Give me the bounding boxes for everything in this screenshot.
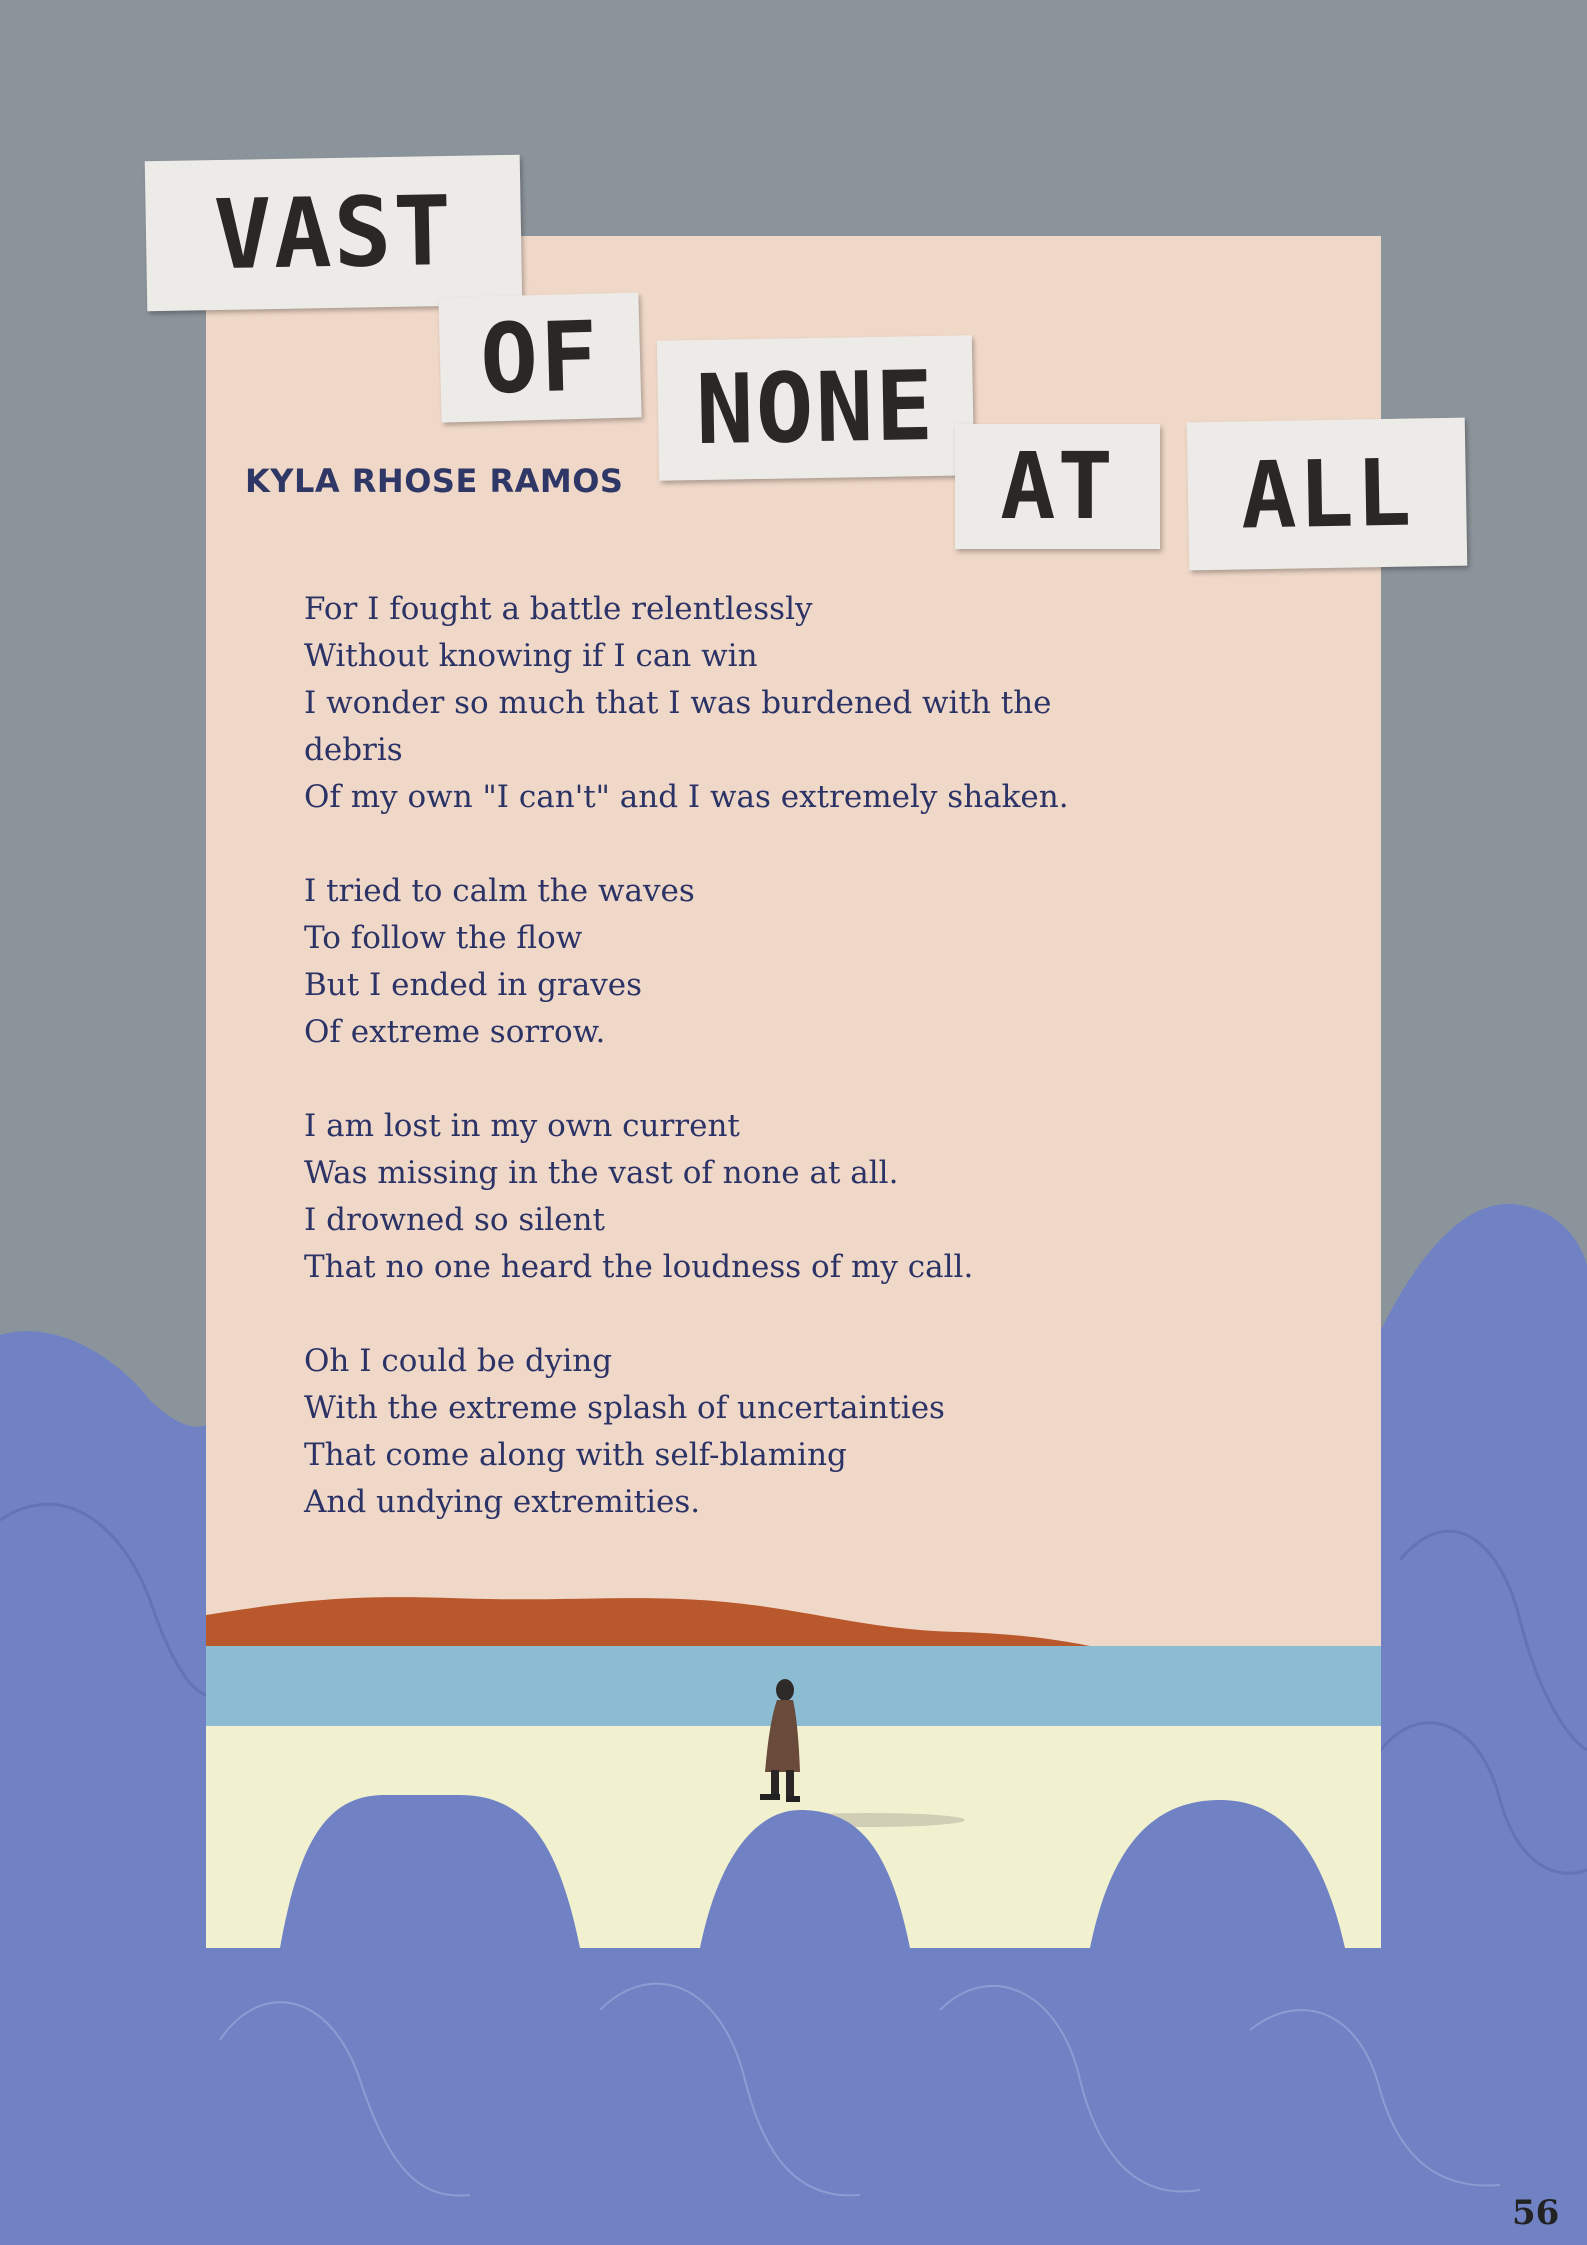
poem-line: Of extreme sorrow.	[304, 1014, 606, 1050]
poem-line: Oh I could be dying	[304, 1343, 613, 1379]
distant-hill	[206, 1597, 1090, 1646]
poem-line: Without knowing if I can win	[304, 638, 758, 674]
poem-line: I wonder so much that I was burdened with the	[304, 685, 1052, 721]
poem-line: I tried to calm the waves	[304, 873, 695, 909]
title-word-at: AT	[955, 424, 1160, 549]
title-word-none: NONE	[657, 335, 974, 480]
poem-line: Of my own "I can't" and I was extremely shaken.	[304, 779, 1069, 815]
poem-line: With the extreme splash of uncertainties	[304, 1390, 945, 1426]
poem-line: For I fought a battle relentlessly	[304, 591, 813, 627]
title-word-vast: VAST	[145, 155, 523, 312]
poem-line: Was missing in the vast of none at all.	[304, 1155, 899, 1191]
poem-line: And undying extremities.	[304, 1484, 701, 1520]
poem-line: debris	[304, 732, 403, 768]
poem-line: I drowned so silent	[304, 1202, 605, 1238]
title-word-all: ALL	[1187, 418, 1468, 571]
poem-line: To follow the flow	[304, 920, 583, 956]
author-name: KYLA RHOSE RAMOS	[245, 462, 624, 500]
poem-line: But I ended in graves	[304, 967, 643, 1003]
poem-line: I am lost in my own current	[304, 1108, 740, 1144]
poem-line: That no one heard the loudness of my call.	[304, 1249, 974, 1285]
title-word-of: OF	[438, 292, 641, 422]
poem-line: That come along with self-blaming	[304, 1437, 847, 1473]
page-number: 56	[1512, 2193, 1560, 2233]
